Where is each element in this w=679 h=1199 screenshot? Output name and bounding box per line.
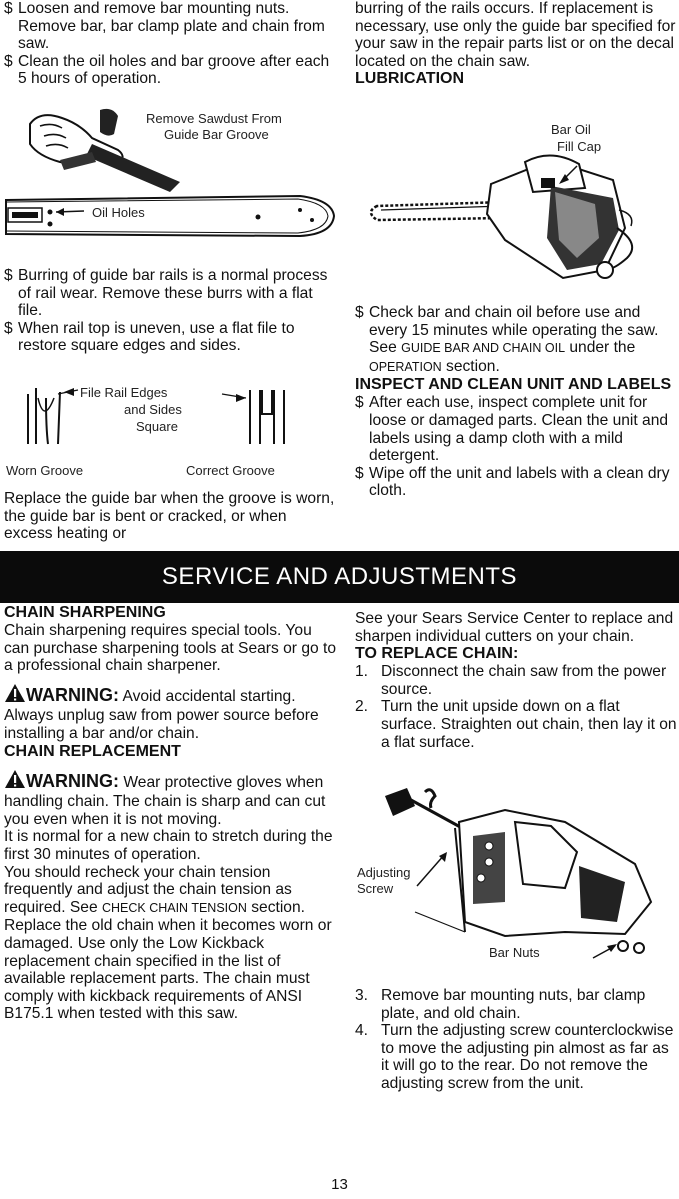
bullet-item [4,53,336,88]
bullet-glyph: $ [4,52,13,70]
bullet-glyph: $ [355,394,364,412]
left-top-column [4,0,336,88]
section-banner: SERVICE AND ADJUSTMENTS [0,551,679,603]
chainsaw-oil-illustration [355,118,677,298]
step-text: Turn the unit upside down on a flat surface. Straighten out chain, then lay it on a flat surface. [381,698,677,751]
right-top-column-2 [355,304,679,500]
fig-label-and-sides: and Sides [124,402,182,417]
left-bottom-column [4,604,338,1023]
warning-paragraph [4,683,338,743]
adjusting-screw-figure [355,782,677,972]
lubrication-heading: LUBRICATION [355,70,465,88]
step-text: Remove bar mounting nuts, bar clamp plate, and old chain. [381,987,646,1022]
bullet-item [4,267,336,320]
step-text: Turn the adjusting screw counterclockwise to move the adjusting pin almost as far as it will go to the rear. Do not remove the adjusting screw from the unit. [381,1022,674,1092]
right-bottom-column-2 [355,987,677,1093]
recheck-text: You should recheck your chain tension frequently and adjust the chain tension as required. See [4,863,292,916]
bullet-glyph: $ [4,267,13,284]
burring-paragraph: burring of the rails occurs. If replacement is necessary, use only the guide bar specified for your saw in the repair parts list or on the decal located on the chain saw. [355,0,676,70]
chain-replacement-heading: CHAIN REPLACEMENT [4,742,181,760]
recheck-text: section. [246,898,305,916]
page-number: 13 [331,1176,348,1193]
bullet-text: Burring of guide bar rails is a normal process of rail wear. Remove these burrs with a flat file. [18,267,328,320]
lubrication-figure [355,118,677,298]
bullet-text-part: under the [565,339,636,357]
warning-triangle-icon [4,683,26,708]
fig-label-oil-holes: Oil Holes [92,205,145,220]
small-caps-reference: GUIDE BAR AND CHAIN OIL [401,341,566,356]
step-item [355,987,677,1022]
step-text: Disconnect the chain saw from the power source. [381,663,667,698]
sharpening-paragraph: Chain sharpening requires special tools. You can purchase sharpening tools at Sears or go to a professional chain sharpener. [4,622,337,675]
warning-text: Wear protective gloves when handling chain. The chain is sharp and can cut you even when it is not moving. [4,773,326,828]
fig-label-fill-cap: Fill Cap [557,139,602,154]
replace-chain-heading: TO REPLACE CHAIN: [355,645,519,663]
right-top-column [355,0,677,88]
left-top-column-3 [4,490,336,543]
sears-paragraph: See your Sears Service Center to replace and sharpen individual cutters on your chain. [355,610,674,645]
guide-bar-figure [0,104,336,254]
step-number: 2. [355,698,369,716]
inspect-heading: INSPECT AND CLEAN UNIT AND LABELS [355,376,672,394]
bullet-item [355,465,679,500]
step-item [355,663,677,698]
bullet-text: Loosen and remove bar mounting nuts. Remove bar, bar clamp plate and chain from saw. [18,0,325,53]
small-caps-reference: OPERATION [369,359,442,374]
warning-label: WARNING: [26,770,119,791]
bullet-glyph: $ [355,464,364,482]
bullet-glyph: $ [355,304,364,321]
groove-figure [0,384,336,480]
fig-label-file-rail-edges: File Rail Edges [80,385,168,400]
fig-label-square: Square [136,419,178,434]
bullet-text [369,304,679,376]
step-item [355,1022,677,1092]
warning-paragraph [4,769,338,829]
left-top-column-2 [4,267,336,355]
bullet-glyph: $ [4,319,13,337]
stretch-paragraph: It is normal for a new chain to stretch during the first 30 minutes of operation. [4,828,333,863]
bullet-item [4,0,336,53]
fig-label-correct-groove: Correct Groove [186,463,275,478]
fig-label-screw: Screw [357,881,394,896]
fig-label-remove-sawdust: Remove Sawdust From [146,111,282,126]
bullet-text-part: section. [441,357,500,375]
bullet-glyph: $ [4,0,13,17]
small-caps-reference: CHECK CHAIN TENSION [101,900,247,915]
bullet-text: When rail top is uneven, use a flat file to restore square edges and sides. [18,319,295,355]
right-bottom-column [355,610,677,751]
replace-bar-paragraph: Replace the guide bar when the groove is worn, the guide bar is bent or cracked, or when excess heating or [4,490,335,543]
replace-chain-paragraph: Replace the old chain when it becomes worn or damaged. Use only the Low Kickback replacement chain specified in the list of available replacement parts. The chain must comply with kickback requirements of ANSI B175.1 when tested with this saw. [4,917,332,1023]
bullet-text-part: Check bar and chain oil before use and every 15 minutes while operating the saw. See [369,304,659,357]
warning-label: WARNING: [26,684,119,705]
warning-triangle-icon [4,769,26,794]
warning-text: Avoid accidental starting. Always unplug saw from power source before installing a bar and/or chain. [4,687,319,742]
fig-label-bar-nuts: Bar Nuts [489,945,540,960]
chain-sharpening-heading: CHAIN SHARPENING [4,604,166,621]
bullet-text: After each use, inspect complete unit for loose or damaged parts. Clean the unit and labels using a damp cloth with a mild detergent. [369,394,669,465]
step-item [355,698,677,751]
bullet-item [355,394,679,464]
step-number: 4. [355,1022,369,1040]
fig-label-worn-groove: Worn Groove [6,463,84,478]
fig-label-adjusting: Adjusting [357,865,411,880]
step-number: 3. [355,987,369,1004]
fig-label-guide-bar-groove: Guide Bar Groove [164,127,269,142]
bullet-item [4,320,336,355]
step-number: 1. [355,663,369,681]
bullet-text: Wipe off the unit and labels with a clean dry cloth. [369,464,670,500]
recheck-paragraph [4,864,338,918]
bullet-text: Clean the oil holes and bar groove after each 5 hours of operation. [18,52,330,88]
bullet-item [355,304,679,376]
fig-label-bar-oil: Bar Oil [551,122,591,137]
